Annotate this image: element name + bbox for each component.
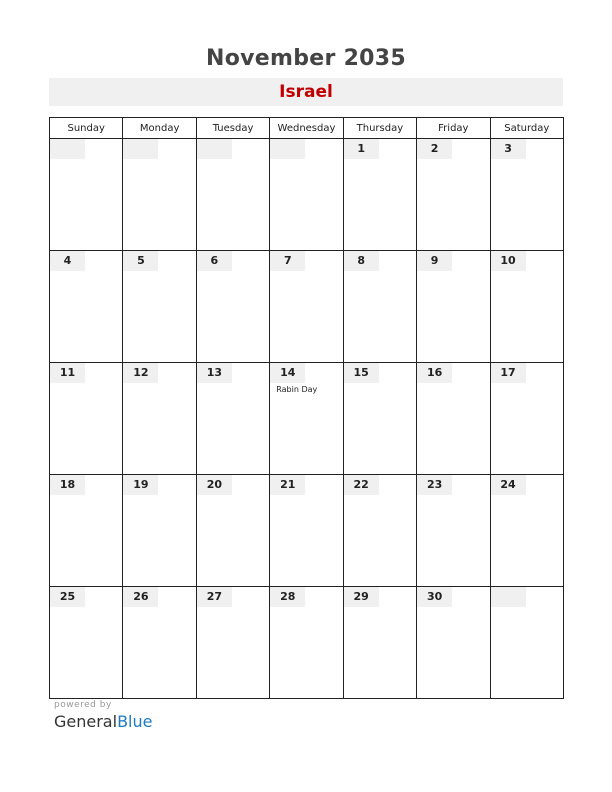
day-cell-5	[123, 251, 196, 363]
day-number	[123, 139, 158, 159]
day-number: 12	[123, 363, 158, 383]
day-number: 9	[417, 251, 452, 271]
day-number: 7	[270, 251, 305, 271]
weekday-thursday: Thursday	[343, 118, 416, 139]
day-cell-28	[270, 587, 343, 699]
day-number: 2	[417, 139, 452, 159]
day-cell-20	[196, 475, 269, 587]
empty-day-cell	[50, 139, 123, 251]
day-cell-1	[343, 139, 416, 251]
day-number: 14	[270, 363, 305, 383]
powered-by-label: powered by	[54, 700, 112, 710]
day-cell-25	[50, 587, 123, 699]
day-cell-19	[123, 475, 196, 587]
day-cell-3	[490, 139, 563, 251]
calendar-week-row	[50, 363, 564, 475]
day-number	[197, 139, 232, 159]
day-cell-9	[417, 251, 490, 363]
calendar-week-row	[50, 587, 564, 699]
day-number: 25	[50, 587, 85, 607]
day-number: 4	[50, 251, 85, 271]
day-cell-15	[343, 363, 416, 475]
day-number: 26	[123, 587, 158, 607]
empty-day-cell	[123, 139, 196, 251]
day-number: 8	[344, 251, 379, 271]
day-cell-30	[417, 587, 490, 699]
weekday-sunday: Sunday	[50, 118, 123, 139]
day-cell-7	[270, 251, 343, 363]
empty-day-cell	[196, 139, 269, 251]
day-number: 23	[417, 475, 452, 495]
day-number: 1	[344, 139, 379, 159]
day-cell-16	[417, 363, 490, 475]
logo-text-blue: Blue	[117, 712, 153, 731]
day-number: 24	[491, 475, 526, 495]
day-cell-18	[50, 475, 123, 587]
calendar-week-row	[50, 139, 564, 251]
weekday-monday: Monday	[123, 118, 196, 139]
day-cell-11	[50, 363, 123, 475]
day-cell-14	[270, 363, 343, 475]
day-number: 3	[491, 139, 526, 159]
calendar-body	[50, 139, 564, 699]
day-number	[491, 587, 526, 607]
weekday-header-row	[50, 118, 564, 139]
day-cell-6	[196, 251, 269, 363]
day-number: 19	[123, 475, 158, 495]
day-number: 20	[197, 475, 232, 495]
day-number: 17	[491, 363, 526, 383]
day-cell-17	[490, 363, 563, 475]
day-number: 10	[491, 251, 526, 271]
day-cell-26	[123, 587, 196, 699]
day-cell-2	[417, 139, 490, 251]
weekday-friday: Friday	[417, 118, 490, 139]
day-cell-12	[123, 363, 196, 475]
day-number: 13	[197, 363, 232, 383]
day-number: 29	[344, 587, 379, 607]
empty-day-cell	[270, 139, 343, 251]
country-label: Israel	[279, 82, 333, 102]
day-cell-23	[417, 475, 490, 587]
day-number: 21	[270, 475, 305, 495]
logo-text-general: General	[54, 712, 118, 731]
day-number: 30	[417, 587, 452, 607]
weekday-wednesday: Wednesday	[270, 118, 343, 139]
day-cell-8	[343, 251, 416, 363]
day-number: 22	[344, 475, 379, 495]
day-cell-27	[196, 587, 269, 699]
weekday-saturday: Saturday	[490, 118, 563, 139]
page-title: November 2035	[205, 46, 407, 71]
holiday-event: Rabin Day	[276, 385, 318, 394]
day-number: 11	[50, 363, 85, 383]
day-number: 5	[123, 251, 158, 271]
empty-day-cell	[490, 587, 563, 699]
footer	[54, 700, 152, 731]
day-cell-4	[50, 251, 123, 363]
day-number: 16	[417, 363, 452, 383]
day-number: 18	[50, 475, 85, 495]
country-banner	[49, 78, 563, 106]
day-number: 6	[197, 251, 232, 271]
day-cell-13	[196, 363, 269, 475]
day-number	[270, 139, 305, 159]
day-number: 15	[344, 363, 379, 383]
day-number: 28	[270, 587, 305, 607]
calendar-grid	[49, 117, 564, 699]
day-cell-24	[490, 475, 563, 587]
day-number: 27	[197, 587, 232, 607]
weekday-tuesday: Tuesday	[196, 118, 269, 139]
day-cell-10	[490, 251, 563, 363]
day-cell-22	[343, 475, 416, 587]
calendar-week-row	[50, 475, 564, 587]
day-cell-29	[343, 587, 416, 699]
calendar-week-row	[50, 251, 564, 363]
generalblue-logo[interactable]	[54, 712, 152, 731]
day-number	[50, 139, 85, 159]
day-cell-21	[270, 475, 343, 587]
